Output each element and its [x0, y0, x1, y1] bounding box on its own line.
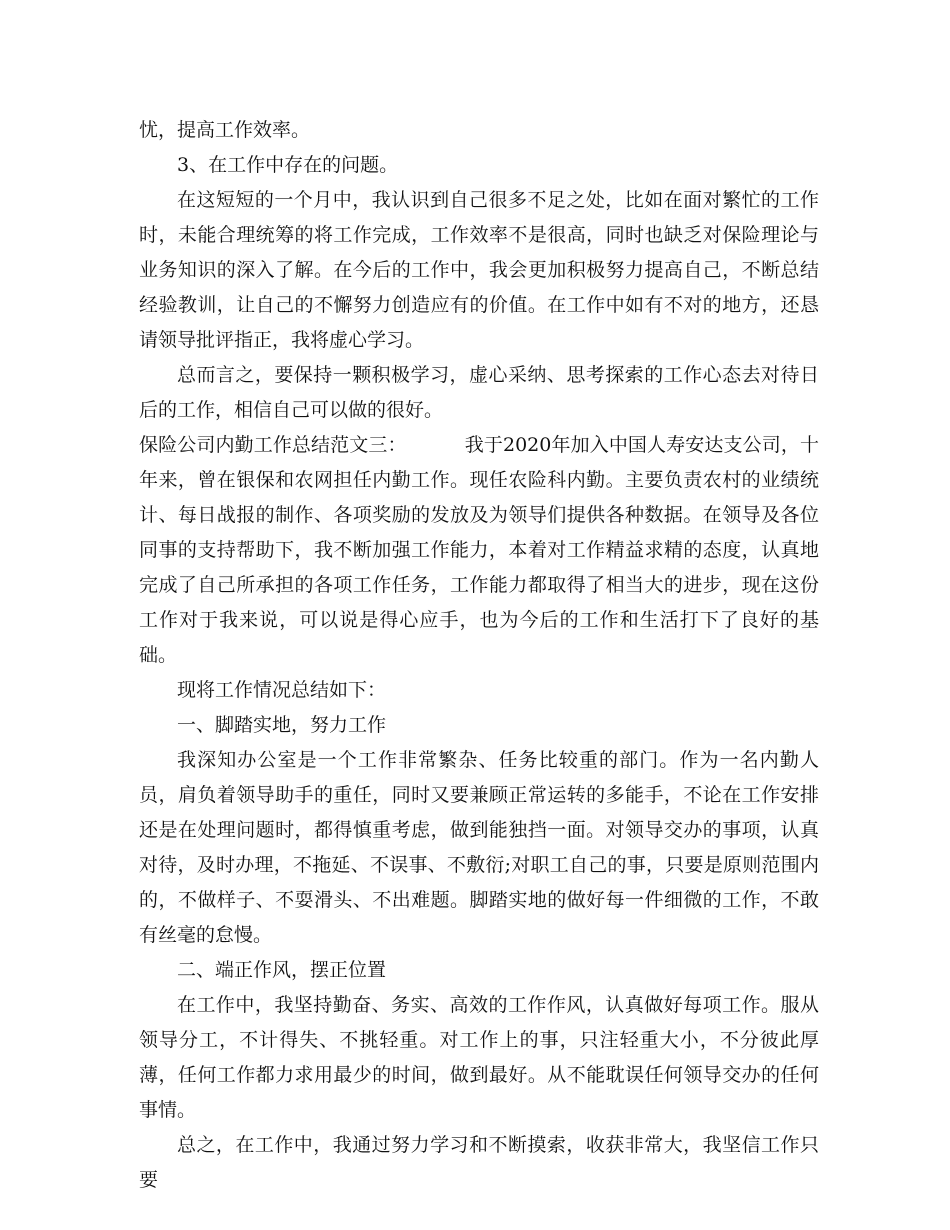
paragraph-intro: 现将工作情况总结如下：	[177, 679, 387, 701]
paragraph-continuation: 忧，提高工作效率。	[139, 119, 311, 141]
section-heading-problems: 3、在工作中存在的问题。	[177, 154, 399, 176]
sample-three-title: 保险公司内勤工作总结范文三：	[139, 434, 407, 456]
paragraph-section-two: 在工作中，我坚持勤奋、务实、高效的工作作风，认真做好每项工作。服从领导分工，不计得失、不挑轻重。对工作上的事，只注轻重大小，不分彼此厚薄，任何工作都力求用最少的时间，做到最好。从不能耽误任何领导交办的任何事情。	[139, 994, 819, 1121]
section-heading-one: 一、脚踏实地，努力工作	[177, 714, 387, 736]
paragraph-sample-three	[139, 428, 819, 673]
sample-three-body: 我于2020年加入中国人寿安达支公司，十年来，曾在银保和农网担任内勤工作。现任农险科内勤。主要负责农村的业绩统计、每日战报的制作、各项奖励的发放及为领导们提供各种数据。在领导及各位同事的支持帮助下，我不断加强工作能力，本着对工作精益求精的态度，认真地完成了自己所承担的各项工作任务，工作能力都取得了相当大的进步，现在这份工作对于我来说，可以说是得心应手，也为今后的工作和生活打下了良好的基础。	[139, 434, 819, 666]
section-heading-two: 二、端正作风，摆正位置	[177, 959, 387, 981]
paragraph-section-one: 我深知办公室是一个工作非常繁杂、任务比较重的部门。作为一名内勤人员，肩负着领导助手的重任，同时又要兼顾正常运转的多能手，不论在工作安排还是在处理问题时，都得慎重考虑，做到能独挡一面。对领导交办的事项，认真对待，及时办理，不拖延、不误事、不敷衍;对职工自己的事，只要是原则范围内的，不做样子、不耍滑头、不出难题。脚踏实地的做好每一件细微的工作，不敢有丝毫的怠慢。	[139, 749, 819, 946]
paragraph-conclusion: 总之，在工作中，我通过努力学习和不断摸索，收获非常大，我坚信工作只要	[139, 1134, 819, 1191]
document-body	[139, 113, 819, 1198]
paragraph-summary: 总而言之，要保持一颗积极学习，虚心采纳、思考探索的工作心态去对待日后的工作，相信自己可以做的很好。	[139, 364, 819, 421]
paragraph-problems: 在这短短的一个月中，我认识到自己很多不足之处，比如在面对繁忙的工作时，未能合理统筹的将工作完成，工作效率不是很高，同时也缺乏对保险理论与业务知识的深入了解。在今后的工作中，我会更加积极努力提高自己，不断总结经验教训，让自己的不懈努力创造应有的价值。在工作中如有不对的地方，还恳请领导批评指正，我将虚心学习。	[139, 189, 819, 351]
